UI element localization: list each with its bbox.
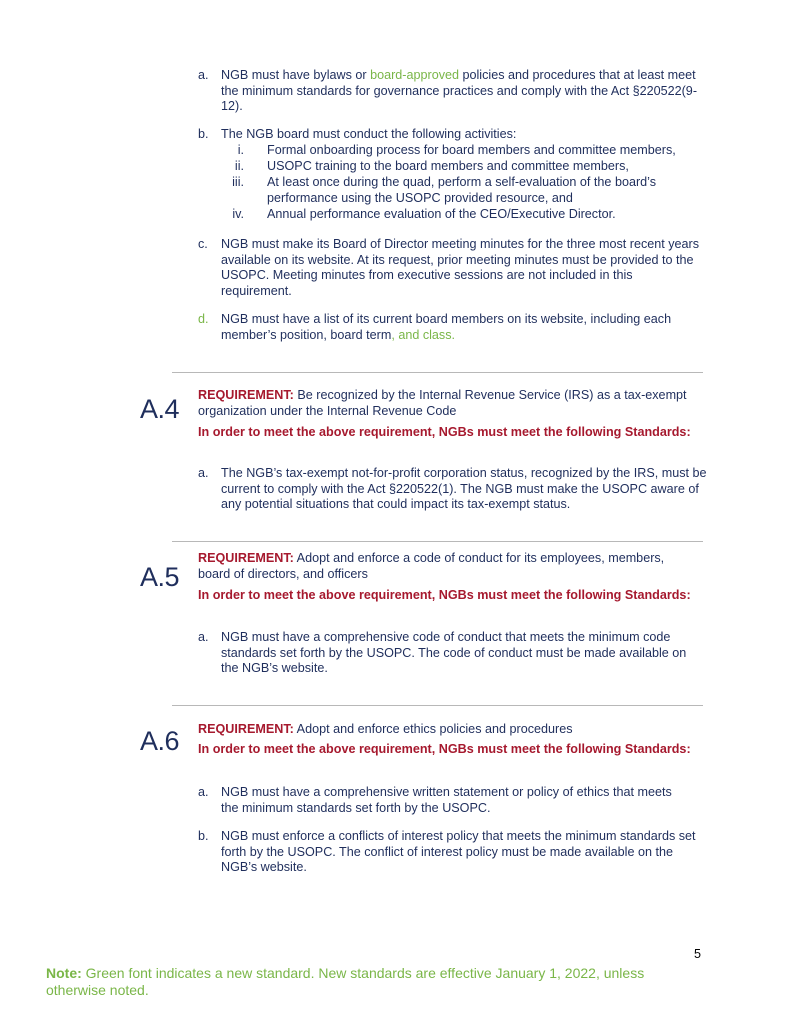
item-text bbox=[221, 68, 707, 115]
footer-note bbox=[46, 965, 686, 999]
sub-label: ii. bbox=[234, 159, 244, 173]
section-number: A.6 bbox=[140, 726, 180, 756]
sub-text: Formal onboarding process for board members and committee members, bbox=[267, 143, 676, 157]
standards-heading: In order to meet the above requirement, NGBs must meet the following Standards: bbox=[198, 742, 691, 756]
text-run-new: board-approved bbox=[370, 68, 459, 82]
item-label: a. bbox=[198, 630, 209, 644]
requirement-label: REQUIREMENT: bbox=[198, 551, 294, 565]
item-label: a. bbox=[198, 466, 209, 480]
item-label: b. bbox=[198, 127, 209, 141]
standards-heading: In order to meet the above requirement, NGBs must meet the following Standards: bbox=[198, 588, 691, 602]
sub-text: At least once during the quad, perform a self-evaluation of the board’s performance using the USOPC provided resource, and bbox=[267, 175, 657, 205]
text-run: NGB must have a list of its current board members on its website, including each member’s position, board term bbox=[221, 312, 672, 342]
text-run: NGB must have bylaws or bbox=[221, 68, 371, 82]
item-text: The NGB’s tax-exempt not-for-profit corporation status, recognized by the IRS, must be current to comply with the Act §220522(1). The NGB must make the USOPC aware of any potential situations that could impact its tax-exempt status. bbox=[221, 466, 707, 512]
section-number: A.5 bbox=[140, 562, 180, 592]
section-number: A.4 bbox=[140, 394, 180, 424]
item-text: NGB must make its Board of Director meeting minutes for the three most recent years available on its website. At its request, prior meeting minutes must be provided to the USOPC. Meeting minutes from executive sessions are not included in this requirement. bbox=[221, 237, 700, 298]
requirement-text bbox=[198, 551, 688, 582]
requirement-label: REQUIREMENT: bbox=[198, 722, 294, 736]
item-text: NGB must have a comprehensive written statement or policy of ethics that meets the minimum standards set forth by the USOPC. bbox=[221, 785, 672, 815]
item-text: NGB must enforce a conflicts of interest policy that meets the minimum standards set forth by the USOPC. The conflict of interest policy must be made available on the NGB’s website. bbox=[221, 829, 696, 875]
item-label: a. bbox=[198, 785, 209, 799]
item-text: The NGB board must conduct the following activities: bbox=[221, 127, 517, 141]
page-number: 5 bbox=[694, 947, 702, 961]
item-label: b. bbox=[198, 829, 209, 843]
item-label: c. bbox=[198, 237, 208, 251]
requirement-body: Be recognized by the Internal Revenue Service (IRS) as a tax-exempt organization under the Internal Revenue Code bbox=[198, 388, 687, 418]
item-text: NGB must have a comprehensive code of conduct that meets the minimum code standards set forth by the USOPC. The code of conduct must be made available on the NGB’s website. bbox=[221, 630, 687, 676]
footer-note-text: Green font indicates a new standard. New standards are effective January 1, 2022, unless otherwise noted. bbox=[46, 965, 645, 998]
requirement-text bbox=[198, 388, 708, 419]
sub-label: i. bbox=[237, 143, 244, 157]
requirement-body: Adopt and enforce ethics policies and procedures bbox=[293, 722, 573, 736]
text-run: policies and procedures that at least meet the minimum standards for governance practices and comply with the Act §220522(9-12). bbox=[221, 68, 698, 114]
sub-label: iv. bbox=[232, 207, 244, 221]
sub-text: Annual performance evaluation of the CEO/Executive Director. bbox=[267, 207, 616, 221]
requirement-label: REQUIREMENT: bbox=[198, 388, 294, 402]
section-divider bbox=[172, 541, 703, 542]
sub-label: iii. bbox=[232, 175, 244, 189]
standards-heading: In order to meet the above requirement, NGBs must meet the following Standards: bbox=[198, 425, 691, 439]
text-run-new: , and class. bbox=[391, 327, 456, 342]
item-text bbox=[221, 312, 696, 343]
section-divider bbox=[172, 705, 703, 706]
requirement-body: Adopt and enforce a code of conduct for its employees, members, board of directors, and officers bbox=[198, 551, 665, 581]
requirement-text bbox=[198, 722, 708, 738]
item-label: a. bbox=[198, 68, 209, 82]
sub-text: USOPC training to the board members and committee members, bbox=[267, 159, 629, 173]
item-label: d. bbox=[198, 312, 209, 326]
footer-note-label: Note: bbox=[46, 965, 82, 981]
section-divider bbox=[172, 372, 703, 373]
